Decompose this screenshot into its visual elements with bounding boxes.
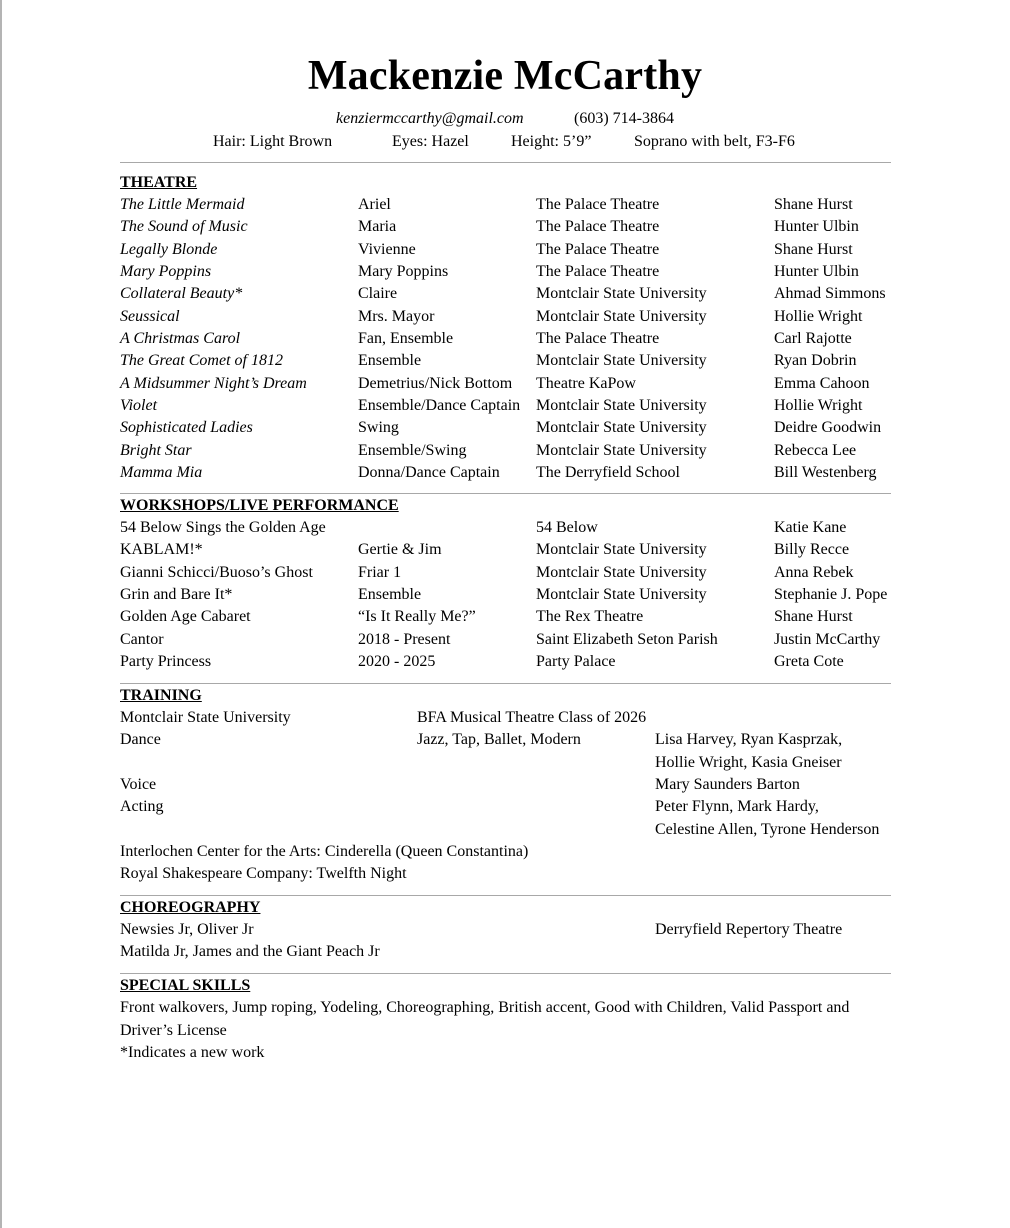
table-cell-venue: Party Palace (536, 652, 616, 670)
choreography-venue: Derryfield Repertory Theatre (655, 921, 843, 938)
table-cell-director: Shane Hurst (774, 608, 853, 626)
table-cell-director: Shane Hurst (774, 196, 853, 213)
eye-color: Eyes: Hazel (392, 133, 469, 150)
table-cell-show: Mary Poppins (120, 262, 212, 280)
table-cell-show: Sophisticated Ladies (120, 419, 253, 437)
table-cell-role: Ensemble (358, 585, 422, 603)
table-cell-venue: Montclair State University (536, 285, 707, 303)
table-cell-show: The Little Mermaid (120, 196, 245, 213)
table-row (0, 440, 1010, 462)
table-cell-director: Ahmad Simmons (774, 285, 886, 303)
table-row (0, 606, 1010, 628)
table-cell-director: Deidre Goodwin (774, 419, 882, 437)
table-cell-venue: Montclair State University (536, 541, 707, 559)
section-heading-choreography: CHOREOGRAPHY (120, 899, 261, 916)
training-extra: Royal Shakespeare Company: Twelfth Night (120, 865, 407, 882)
phone-number: (603) 714-3864 (574, 110, 674, 127)
table-cell-venue: The Palace Theatre (536, 262, 660, 280)
table-cell-director: Hunter Ulbin (774, 218, 859, 236)
table-cell-venue: Montclair State University (536, 352, 707, 370)
table-cell-role: Ensemble/Swing (358, 441, 467, 459)
table-cell-title: Golden Age Cabaret (120, 608, 251, 626)
training-acting-teachers: Peter Flynn, Mark Hardy, (655, 798, 819, 815)
table-cell-venue: The Palace Theatre (536, 196, 660, 213)
training-extra: Interlochen Center for the Arts: Cinderella (Queen Constantina) (120, 843, 529, 860)
training-voice-teacher: Mary Saunders Barton (655, 776, 800, 793)
table-cell-role: Vivienne (358, 240, 416, 258)
training-degree: BFA Musical Theatre Class of 2026 (417, 709, 647, 726)
table-row (0, 216, 1010, 238)
table-cell-role: 2020 - 2025 (358, 652, 436, 670)
table-cell-role: Donna/Dance Captain (358, 463, 500, 481)
table-cell-director: Katie Kane (774, 519, 847, 536)
table-cell-role: Mary Poppins (358, 262, 449, 280)
table-cell-role: Fan, Ensemble (358, 329, 454, 347)
table-cell-venue: The Derryfield School (536, 463, 680, 481)
email-address: kenziermccarthy@gmail.com (336, 110, 524, 127)
choreography-shows: Matilda Jr, James and the Giant Peach Jr (120, 943, 380, 960)
voice-type: Soprano with belt, F3-F6 (634, 133, 795, 150)
divider (120, 162, 891, 163)
section-heading-workshops: WORKSHOPS/LIVE PERFORMANCE (120, 497, 399, 514)
table-cell-show: A Midsummer Night’s Dream (120, 374, 307, 392)
table-cell-role: Ensemble/Dance Captain (358, 396, 521, 414)
table-cell-venue: Montclair State University (536, 563, 707, 581)
training-dance-label: Dance (120, 731, 161, 748)
table-cell-role: Maria (358, 218, 397, 236)
table-row (0, 539, 1010, 561)
table-row (0, 417, 1010, 439)
table-row (0, 651, 1010, 673)
table-cell-title: KABLAM!* (120, 541, 203, 559)
table-cell-venue: Montclair State University (536, 585, 707, 603)
training-dance-teachers: Lisa Harvey, Ryan Kasprzak, (655, 731, 843, 748)
table-cell-director: Hollie Wright (774, 307, 863, 325)
table-cell-role: Claire (358, 285, 398, 303)
table-row (0, 584, 1010, 606)
table-cell-role: Ensemble (358, 352, 422, 370)
table-cell-director: Shane Hurst (774, 240, 853, 258)
table-cell-role: Gertie & Jim (358, 541, 442, 559)
table-cell-venue: The Palace Theatre (536, 329, 660, 347)
table-cell-title: Gianni Schicci/Buoso’s Ghost (120, 563, 313, 581)
table-cell-role: Friar 1 (358, 563, 402, 581)
divider (120, 973, 891, 974)
table-cell-title: Cantor (120, 630, 164, 648)
hair-color: Hair: Light Brown (213, 133, 333, 150)
table-cell-role: Demetrius/Nick Bottom (358, 374, 513, 392)
table-cell-venue: The Palace Theatre (536, 240, 660, 258)
table-cell-show: The Sound of Music (120, 218, 248, 236)
skills-text: Driver’s License (120, 1022, 227, 1039)
table-cell-director: Ryan Dobrin (774, 352, 857, 370)
table-row (0, 261, 1010, 283)
table-cell-show: Legally Blonde (120, 240, 218, 258)
training-dance-styles: Jazz, Tap, Ballet, Modern (417, 731, 581, 748)
table-row (0, 306, 1010, 328)
table-cell-director: Bill Westenberg (774, 463, 877, 481)
choreography-shows: Newsies Jr, Oliver Jr (120, 921, 254, 938)
table-cell-show: Bright Star (120, 441, 192, 459)
table-cell-director: Rebecca Lee (774, 441, 857, 459)
table-cell-director: Emma Cahoon (774, 374, 870, 392)
table-cell-role: “Is It Really Me?” (358, 608, 476, 626)
table-cell-director: Justin McCarthy (774, 630, 881, 648)
table-cell-venue: Theatre KaPow (536, 374, 636, 392)
table-cell-venue: The Palace Theatre (536, 218, 660, 236)
height: Height: 5’9” (511, 133, 592, 150)
divider (120, 683, 891, 684)
table-row (0, 350, 1010, 372)
table-row (0, 517, 1010, 539)
table-cell-venue: 54 Below (536, 519, 598, 536)
table-cell-venue: Saint Elizabeth Seton Parish (536, 630, 718, 648)
table-cell-show: Collateral Beauty* (120, 285, 243, 303)
table-cell-show: Violet (120, 396, 158, 414)
table-cell-venue: Montclair State University (536, 307, 707, 325)
table-cell-role: Swing (358, 419, 399, 437)
table-row (0, 194, 1010, 216)
table-cell-title: 54 Below Sings the Golden Age (120, 519, 326, 536)
table-cell-title: Grin and Bare It* (120, 585, 233, 603)
training-dance-teachers: Hollie Wright, Kasia Gneiser (655, 754, 842, 771)
table-cell-show: A Christmas Carol (120, 329, 241, 347)
training-school: Montclair State University (120, 709, 291, 726)
table-cell-venue: The Rex Theatre (536, 608, 644, 626)
training-acting-teachers: Celestine Allen, Tyrone Henderson (655, 821, 880, 838)
table-row (0, 462, 1010, 484)
new-work-note: *Indicates a new work (120, 1044, 265, 1061)
training-voice-label: Voice (120, 776, 157, 793)
divider (120, 493, 891, 494)
table-row (0, 328, 1010, 350)
table-cell-show: Mamma Mia (120, 463, 203, 481)
table-cell-role: 2018 - Present (358, 630, 451, 648)
table-row (0, 395, 1010, 417)
resume-name: Mackenzie McCarthy (307, 53, 703, 99)
table-cell-director: Carl Rajotte (774, 329, 852, 347)
table-cell-director: Anna Rebek (774, 563, 854, 581)
table-row (0, 629, 1010, 651)
table-row (0, 283, 1010, 305)
table-cell-director: Stephanie J. Pope (774, 585, 888, 603)
table-cell-show: The Great Comet of 1812 (120, 352, 283, 370)
table-cell-director: Hollie Wright (774, 396, 863, 414)
training-acting-label: Acting (120, 798, 164, 815)
section-heading-theatre: THEATRE (120, 174, 198, 191)
table-cell-director: Billy Recce (774, 541, 850, 559)
section-heading-skills: SPECIAL SKILLS (120, 977, 251, 994)
table-row (0, 373, 1010, 395)
table-cell-venue: Montclair State University (536, 441, 707, 459)
table-cell-role: Mrs. Mayor (358, 307, 435, 325)
table-cell-role: Ariel (358, 196, 391, 213)
table-cell-director: Hunter Ulbin (774, 262, 859, 280)
section-heading-training: TRAINING (120, 687, 202, 704)
skills-text: Front walkovers, Jump roping, Yodeling, Choreographing, British accent, Good with Children, Valid Passport and (120, 999, 850, 1016)
table-cell-venue: Montclair State University (536, 396, 707, 414)
table-cell-title: Party Princess (120, 652, 212, 670)
table-row (0, 239, 1010, 261)
table-cell-venue: Montclair State University (536, 419, 707, 437)
divider (120, 895, 891, 896)
table-cell-director: Greta Cote (774, 652, 844, 670)
table-row (0, 562, 1010, 584)
table-cell-show: Seussical (120, 307, 180, 325)
